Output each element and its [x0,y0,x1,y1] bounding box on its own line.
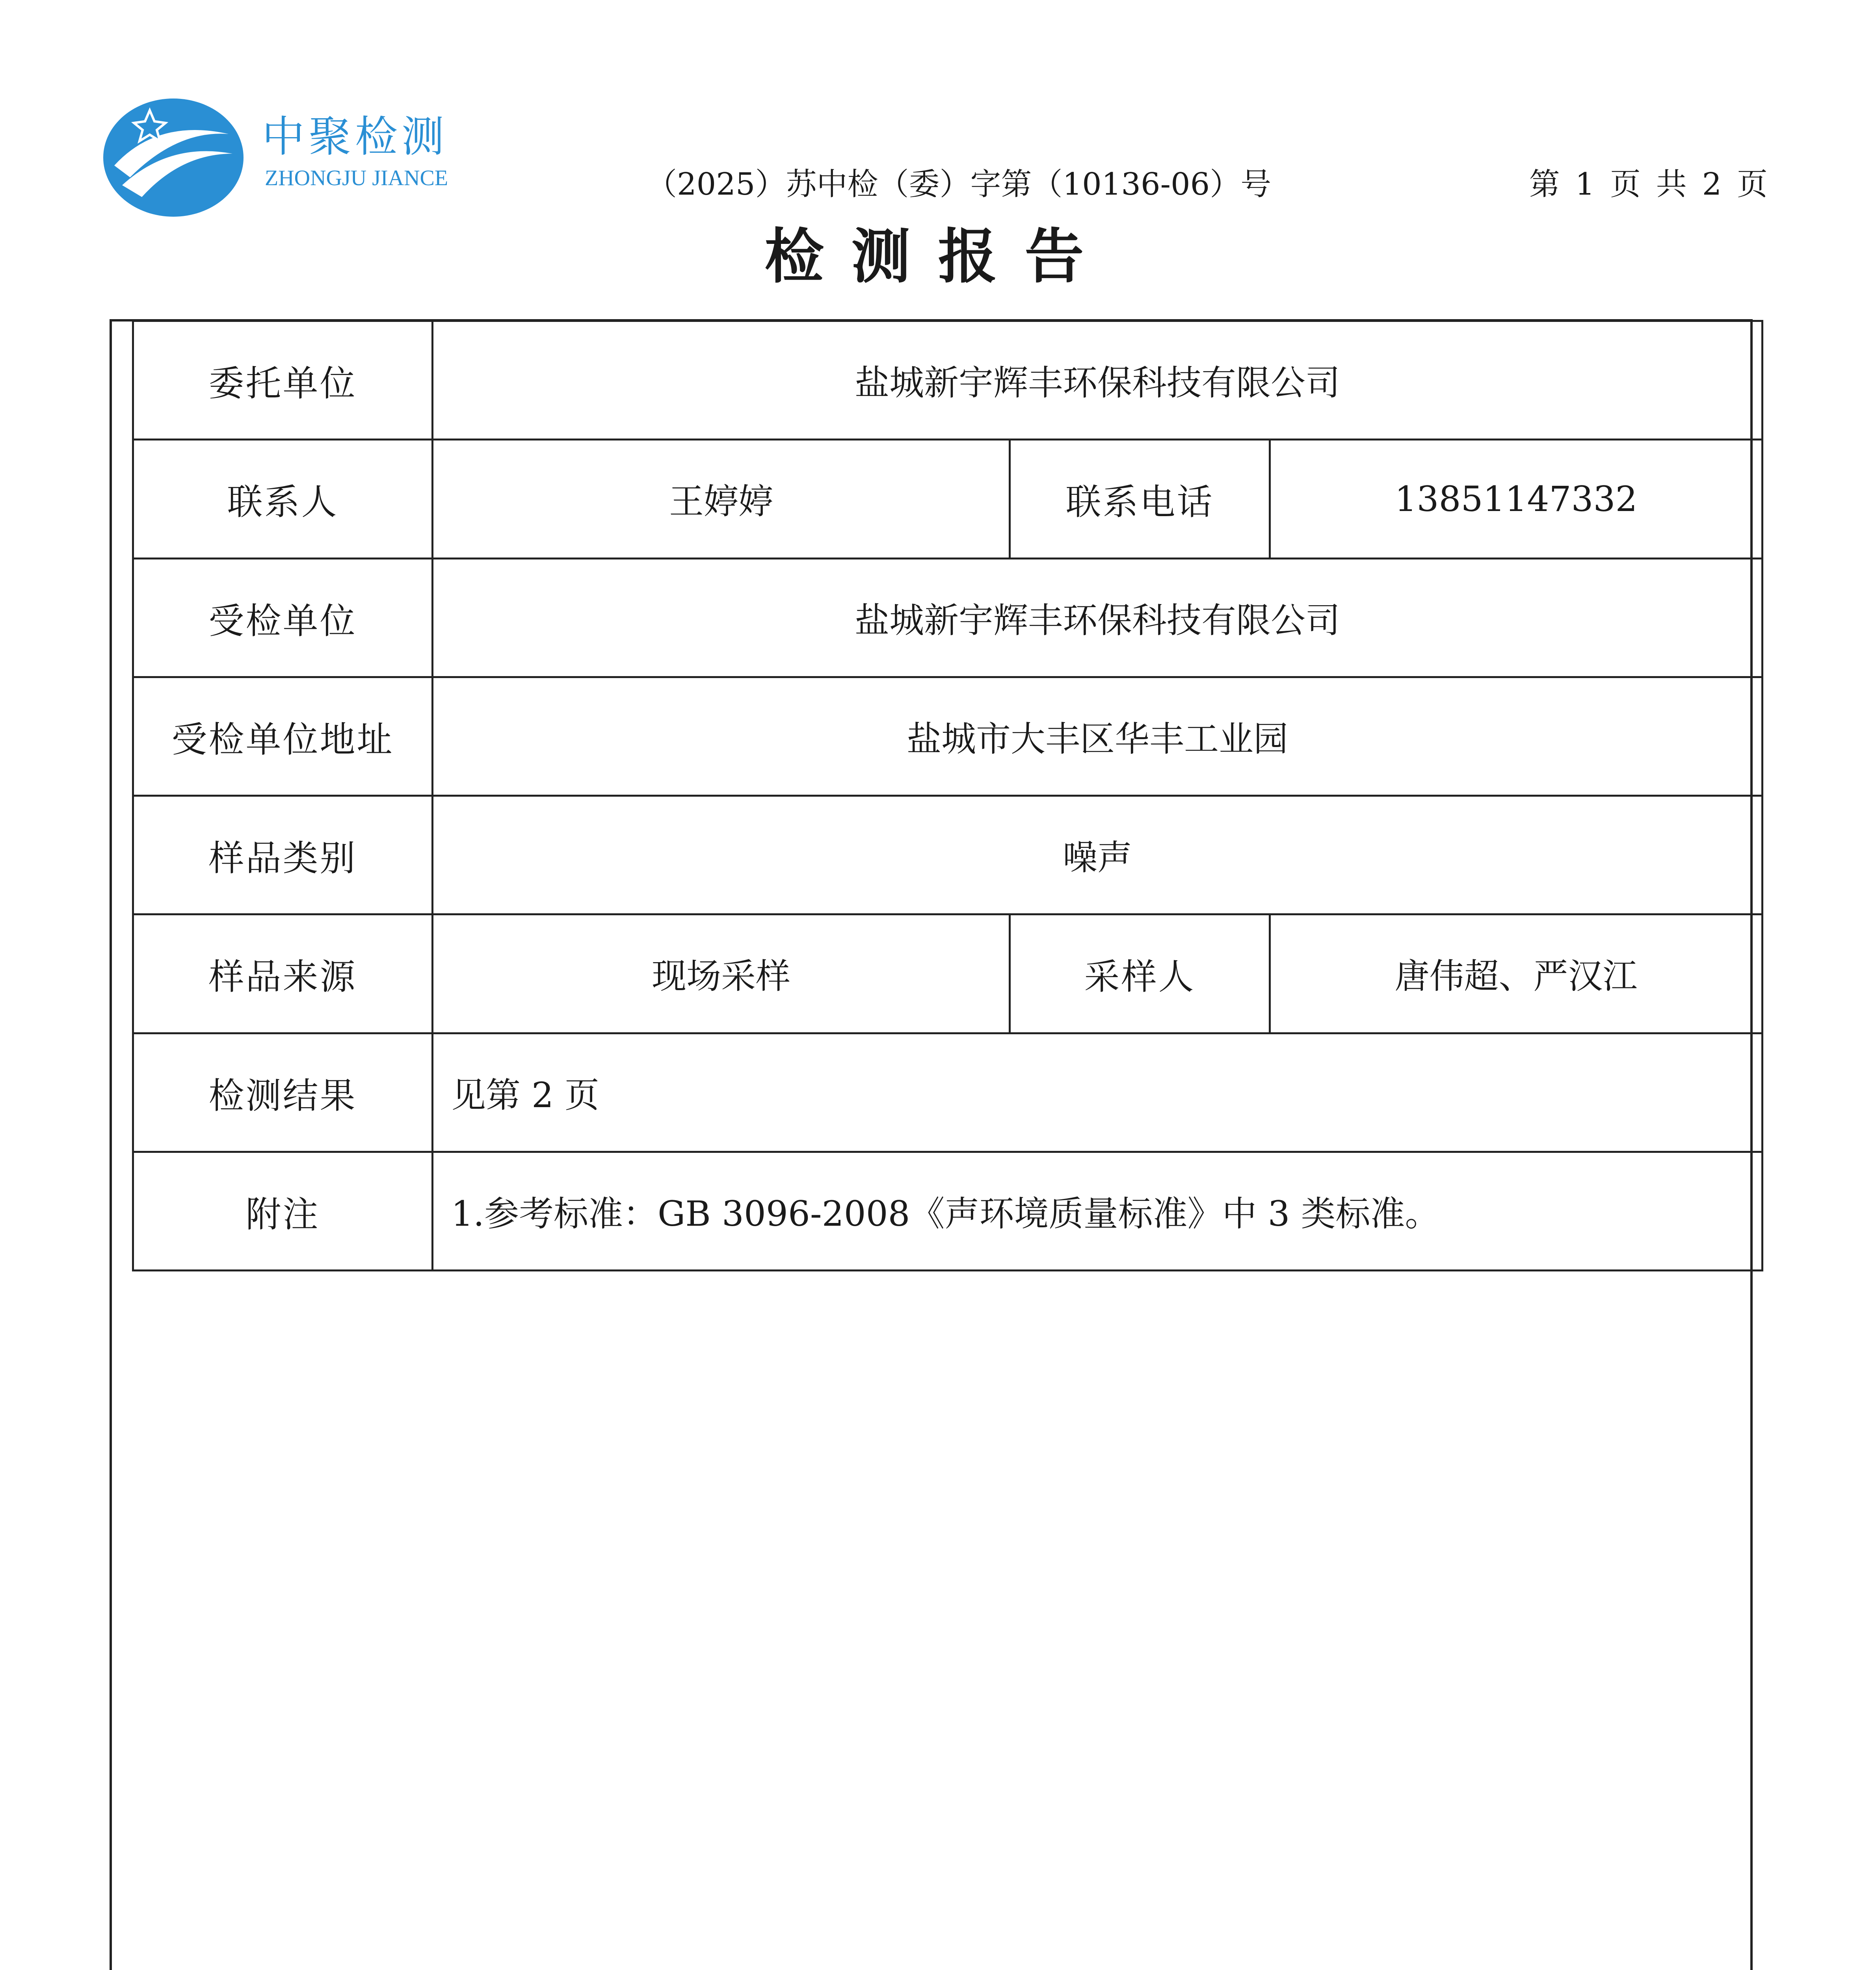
client-label: 委托单位 [133,321,433,440]
phone-label: 联系电话 [1010,440,1270,558]
sampler-label: 采样人 [1010,914,1270,1033]
table-row [133,796,1763,914]
sample-type-value: 噪声 [433,796,1763,914]
brand-name-cn: 中聚检测 [262,112,448,162]
page-indicator: 第 1 页 共 2 页 [1529,167,1768,202]
phone-value: 13851147332 [1270,440,1763,558]
company-logo [99,87,248,225]
table-row [133,914,1763,1033]
table-row [133,677,1763,795]
table-row [133,321,1763,440]
contact-label: 联系人 [133,440,433,558]
note-value: 1.参考标准：GB 3096-2008《声环境质量标准》中 3 类标准。 [433,1152,1763,1270]
sample-source-label: 样品来源 [133,914,433,1033]
result-label: 检测结果 [133,1033,433,1152]
sample-type-label: 样品类别 [133,796,433,914]
table-row [133,440,1763,558]
table-row [133,1152,1763,1270]
address-value: 盐城市大丰区华丰工业园 [433,677,1763,795]
contact-value: 王婷婷 [433,440,1010,558]
table-row [133,558,1763,677]
sample-source-value: 现场采样 [433,914,1010,1033]
result-value: 见第 2 页 [433,1033,1763,1152]
report-number: （2025）苏中检（委）字第（10136-06）号 [646,167,1272,202]
address-label: 受检单位地址 [133,677,433,795]
table-row [133,1033,1763,1152]
brand-name-en: ZHONGJU JIANCE [265,166,448,190]
report-title: 检测报告 [764,223,1112,291]
inspected-unit-label: 受检单位 [133,558,433,677]
sampler-value: 唐伟超、严汉江 [1270,914,1763,1033]
note-label: 附注 [133,1152,433,1270]
client-value: 盐城新宇辉丰环保科技有限公司 [433,321,1763,440]
info-table [132,320,1763,1271]
inspected-unit-value: 盐城新宇辉丰环保科技有限公司 [433,558,1763,677]
